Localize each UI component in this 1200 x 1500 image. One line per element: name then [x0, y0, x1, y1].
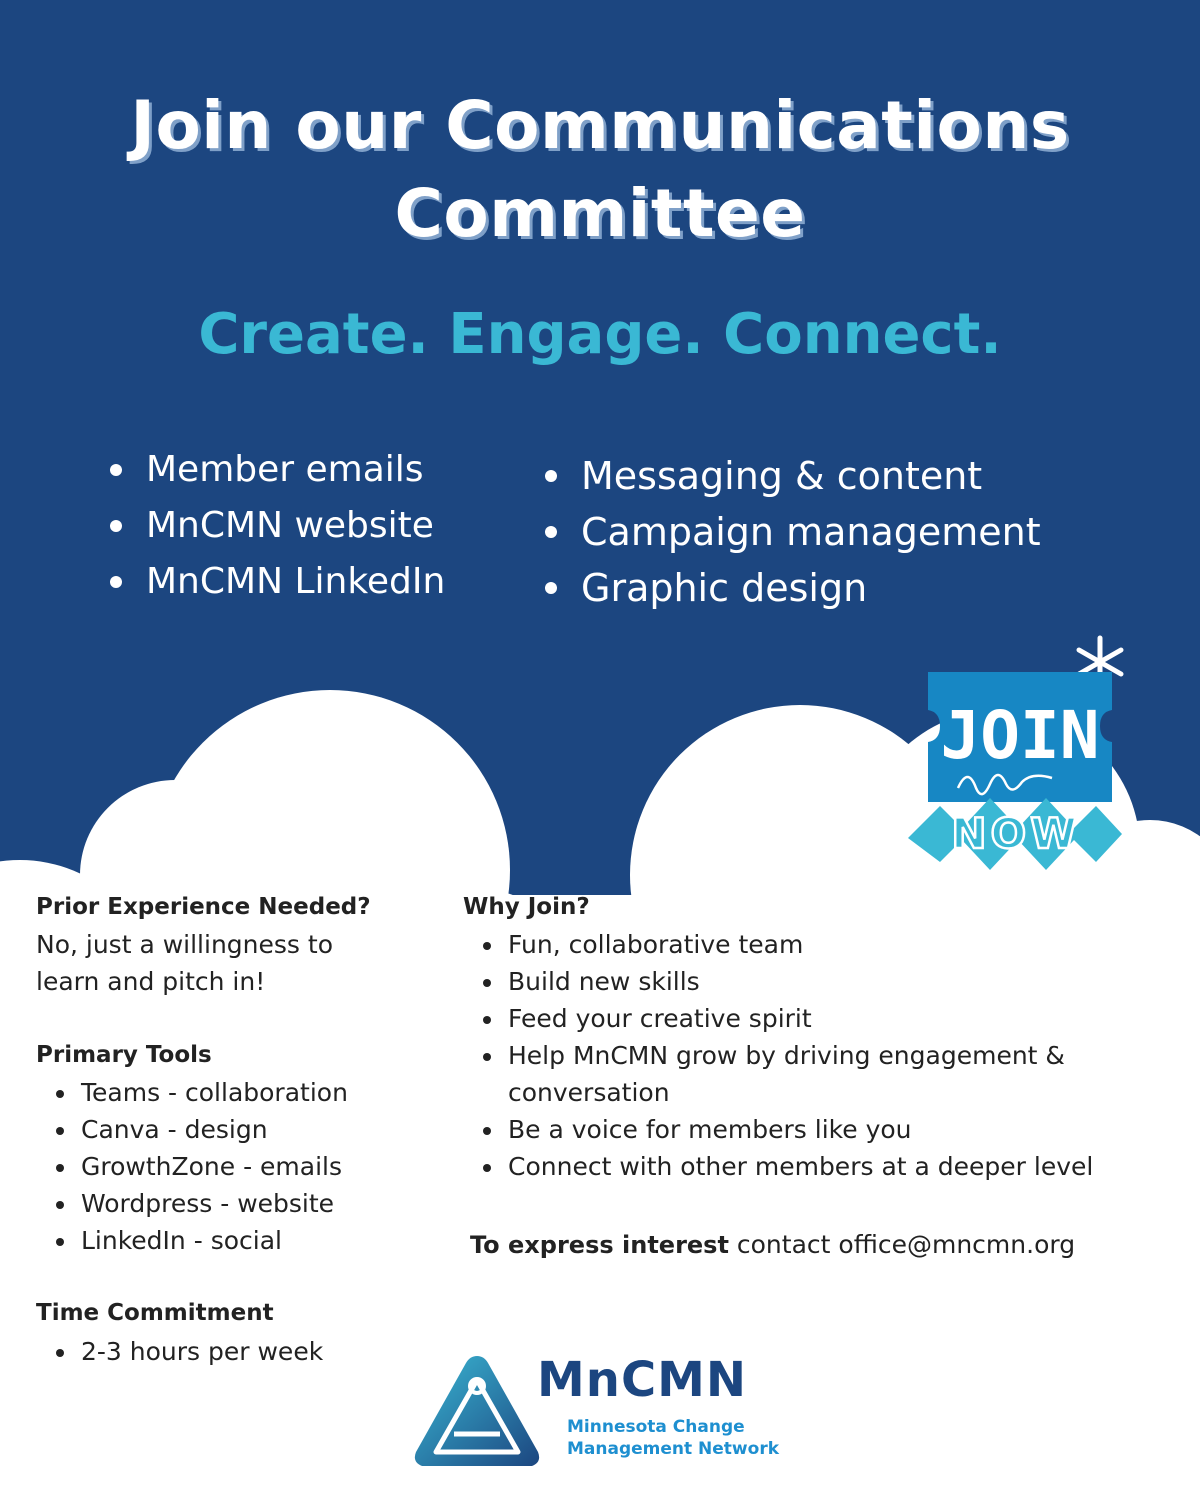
logo-subtitle: [567, 1416, 779, 1460]
why-join-item: Build new skills: [463, 963, 1153, 1000]
page-title-line-1: Join our Communications: [130, 87, 1070, 164]
badge-now-text: NOW: [951, 809, 1081, 858]
why-join-item: Help MnCMN grow by driving engagement & conversation: [463, 1037, 1153, 1111]
why-join-heading: Why Join?: [463, 894, 590, 920]
contact-label: To express interest: [470, 1231, 729, 1259]
logo-subtitle-line: Management Network: [567, 1439, 780, 1459]
why-join-item: Feed your creative spirit: [463, 1000, 1153, 1037]
experience-text-line: No, just a willingness to: [36, 930, 333, 959]
experience-heading: Prior Experience Needed?: [36, 894, 371, 920]
tools-heading: Primary Tools: [36, 1042, 212, 1068]
experience-text: [36, 926, 333, 1000]
focus-item: MnCMN LinkedIn: [110, 554, 445, 610]
logo-subtitle-line: Minnesota Change: [567, 1417, 745, 1437]
focus-item: Messaging & content: [545, 448, 1041, 504]
logo-name: MnCMN: [537, 1352, 748, 1408]
why-join-item: Connect with other members at a deeper level: [463, 1148, 1153, 1185]
why-join-list: [463, 926, 1153, 1185]
time-item: 2-3 hours per week: [36, 1333, 436, 1370]
focus-list-right: [545, 448, 1041, 616]
why-join-item: Be a voice for members like you: [463, 1111, 1153, 1148]
focus-item: MnCMN website: [110, 498, 445, 554]
tool-item: Wordpress - website: [36, 1185, 436, 1222]
focus-item: Campaign management: [545, 504, 1041, 560]
time-heading: Time Commitment: [36, 1300, 274, 1326]
tool-item: LinkedIn - social: [36, 1222, 436, 1259]
tool-item: Teams - collaboration: [36, 1074, 436, 1111]
tool-item: GrowthZone - emails: [36, 1148, 436, 1185]
focus-item: Graphic design: [545, 560, 1041, 616]
contact-email[interactable]: contact office@mncmn.org: [736, 1230, 1076, 1259]
tagline: Create. Engage. Connect.: [198, 302, 1002, 367]
tools-list: [36, 1074, 436, 1259]
contact-line: [470, 1230, 1075, 1259]
tool-item: Canva - design: [36, 1111, 436, 1148]
focus-item: Member emails: [110, 442, 445, 498]
page-title-line-2: Committee: [394, 175, 806, 252]
experience-text-line: learn and pitch in!: [36, 967, 266, 996]
focus-list-left: [110, 442, 445, 610]
join-now-badge[interactable]: [900, 630, 1130, 900]
time-list: [36, 1333, 436, 1370]
badge-join-text: JOIN: [940, 697, 1100, 774]
mncmn-logo-icon: [410, 1352, 544, 1472]
why-join-item: Fun, collaborative team: [463, 926, 1153, 963]
